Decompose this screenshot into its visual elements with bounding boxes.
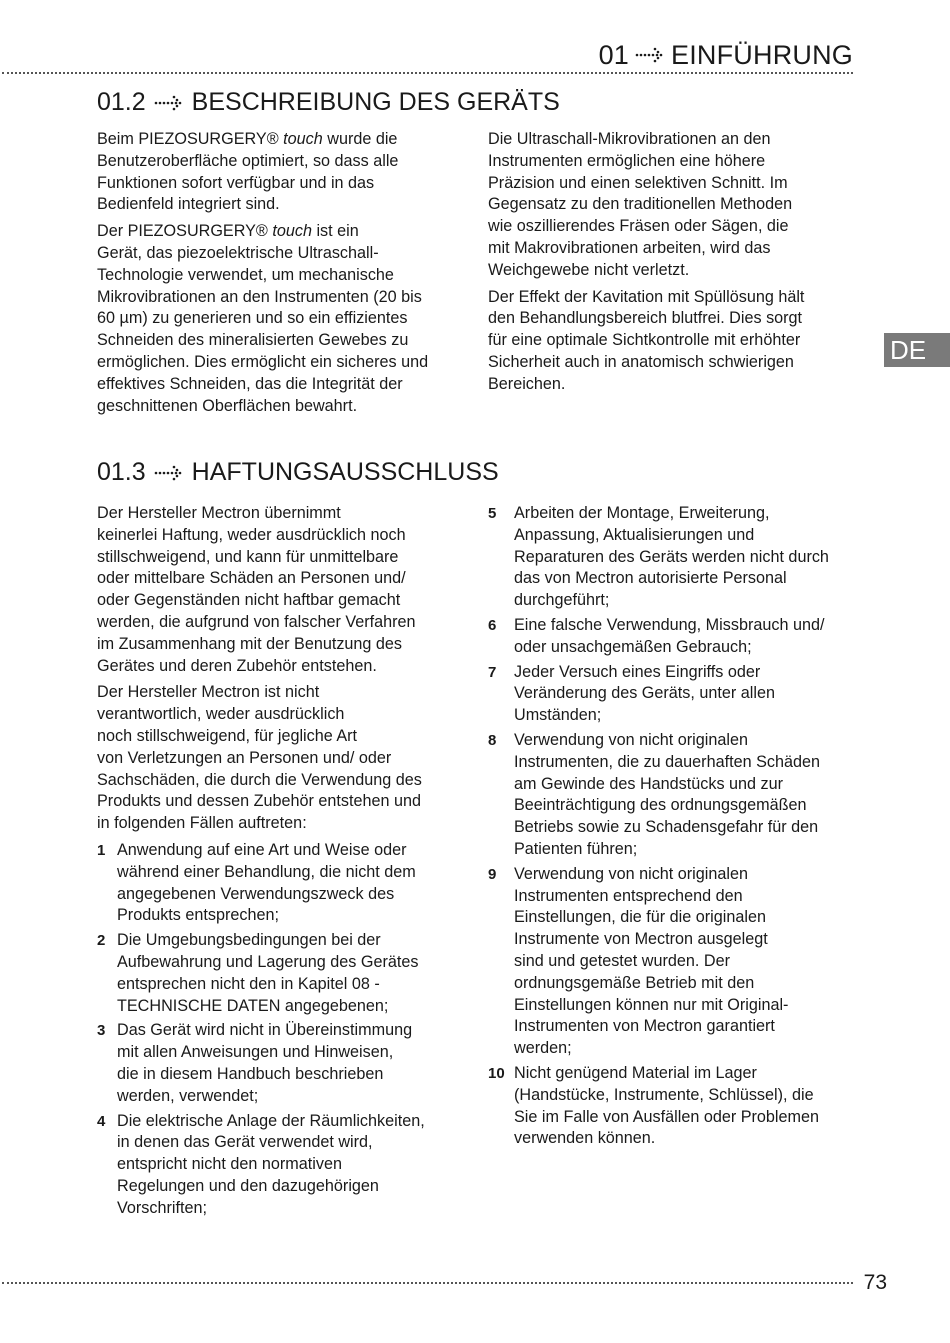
paragraph: Die Ultraschall-Mikrovibrationen an den Instrumenten ermöglichen eine höhere Präzision und einen selektiven Schnitt. Im Gegensatz zu den traditionellen Methoden wie oszillierendes Fräsen oder Sägen, die mit Makrovibrationen arbeiten, wird das Weichgewebe nicht verletzt.: [488, 130, 793, 279]
list-item: [488, 1063, 868, 1150]
chapter-title: EINFÜHRUNG: [671, 39, 853, 70]
paragraph: [97, 129, 472, 216]
list-item: [97, 840, 472, 927]
footer-dotted-rule: [2, 1282, 853, 1284]
item-number: 7: [488, 663, 497, 681]
list-item: [97, 1111, 472, 1220]
paragraph: Der Hersteller Mectron übernimmt keinerlei Haftung, weder ausdrücklich noch stillschweigend, und kann für unmittelbare oder mittelbare Schäden an Personen und/ oder Gegenständen nicht haftbar gemacht werden, die aufgrund von falscher Verfahren im Zusammenhang mit der Benutzung des Gerätes und deren Zubehör entstehen.: [97, 504, 416, 675]
item-text: Die Umgebungsbedingungen bei der Aufbewahrung und Lagerung des Gerätes entsprechen nicht den in Kapitel 08 - TECHNISCHE DATEN angegebenen;: [117, 931, 419, 1015]
section-01-3-right-column: [488, 503, 868, 1153]
list-item: [488, 615, 868, 659]
product-name-italic: touch: [272, 222, 312, 241]
item-number: 9: [488, 865, 497, 883]
language-tab: DE: [884, 333, 950, 367]
page-number: 73: [863, 1271, 887, 1294]
liability-list-right: [488, 503, 868, 1150]
list-item: [488, 864, 868, 1060]
text-run: ist ein Gerät, das piezoelektrische Ultraschall- Technologie verwendet, um mechanische Mikrovibrationen an den Instrumenten (20 bis 60 µm) zu generieren und so ein effizientes Schneiden des mineralisierten Gewebes zu ermöglichen. Dies ermöglicht ein sicheres und effektives Schneiden, das die Integrität der geschnittenen Oberflächen bewahrt.: [97, 222, 429, 415]
section-01-2-left-column: [97, 129, 472, 422]
dotted-arrow-icon: [635, 45, 665, 65]
section-01-3-left-column: [97, 503, 472, 1223]
item-text: Jeder Versuch eines Eingriffs oder Veränderung des Geräts, unter allen Umständen;: [514, 662, 775, 725]
item-number: 5: [488, 505, 497, 522]
header-dotted-rule: [2, 72, 853, 74]
paragraph: Der Hersteller Mectron ist nicht verantwortlich, weder ausdrücklich noch stillschweigend, für jegliche Art von Verletzungen an Personen und/ oder Sachschäden, die durch die Verwendung des Produkts und dessen Zubehör entstehen und in folgenden Fällen auftreten:: [97, 683, 422, 833]
item-number: 8: [488, 731, 497, 749]
item-text: Die elektrische Anlage der Räumlichkeiten, in denen das Gerät verwendet wird, entspricht nicht den normativen Regelungen und den dazugehörigen Vorschriften;: [117, 1111, 425, 1217]
section-01-2-right-column: [488, 129, 863, 401]
list-item: [97, 930, 472, 1017]
dotted-arrow-icon: [154, 93, 184, 113]
item-number: 6: [488, 616, 497, 634]
section-number: 01.3: [97, 458, 146, 486]
item-number: 2: [97, 932, 106, 950]
section-number: 01.2: [97, 88, 146, 116]
item-text: Verwendung von nicht originalen Instrumenten, die zu dauerhaften Schäden am Gewinde des Handstücks und zur Beeinträchtigung des ordnungsgemäßen Betriebs sowie zu Schadensgefahr für den Patienten führen;: [514, 730, 820, 858]
chapter-number: 01: [598, 39, 629, 70]
chapter-header: [599, 38, 853, 72]
item-text: Nicht genügend Material im Lager (Handstücke, Instrumente, Schlüssel), die Sie im Falle von Ausfällen oder Problemen verwenden können.: [514, 1063, 820, 1148]
list-item: [97, 1020, 472, 1107]
item-text: Verwendung von nicht originalen Instrumenten entsprechend den Einstellungen, die für die originalen Instrumente von Mectron ausgelegt sind und getestet wurden. Der ordnungsgemäße Betrieb mit den Einstellungen können nur mit Original- Instrumenten von Mectron garantiert werden;: [514, 864, 789, 1058]
item-text: Eine falsche Verwendung, Missbrauch und/ oder unsachgemäßen Gebrauch;: [514, 615, 825, 656]
product-name-italic: touch: [283, 130, 323, 148]
item-text: Das Gerät wird nicht in Übereinstimmung mit allen Anweisungen und Hinweisen, die in diesem Handbuch beschrieben werden, verwendet;: [117, 1021, 413, 1105]
text-run: Der PIEZOSURGERY®: [97, 222, 273, 241]
section-heading: HAFTUNGSAUSSCHLUSS: [191, 458, 499, 486]
liability-list-left: [97, 840, 472, 1220]
list-item: [488, 730, 868, 861]
list-item: [488, 662, 868, 727]
text-run: Beim PIEZOSURGERY®: [97, 130, 284, 148]
item-text: Arbeiten der Montage, Erweiterung, Anpassung, Aktualisierungen und Reparaturen des Geräts werden nicht durch das von Mectron autorisierte Personal durchgeführt;: [514, 504, 829, 610]
item-number: 1: [97, 841, 106, 859]
section-title-01-2: [97, 88, 560, 117]
paragraph: Der Effekt der Kavitation mit Spüllösung hält den Behandlungsbereich blutfrei. Dies sorgt für eine optimale Sichtkontrolle mit erhöhter Sicherheit auch in anatomisch schwierigen Bereichen.: [488, 287, 805, 393]
item-text: Anwendung auf eine Art und Weise oder während einer Behandlung, die nicht dem angegebenen Verwendungszweck des Produkts entsprechen;: [117, 840, 416, 925]
text-run: wurde die Benutzeroberfläche optimiert, so dass alle Funktionen sofort verfügbar und in das Bedienfeld integriert sind.: [97, 130, 399, 214]
item-number: 3: [97, 1022, 106, 1040]
paragraph: [97, 221, 472, 417]
section-heading: BESCHREIBUNG DES GERÄTS: [191, 88, 560, 116]
item-number: 10: [488, 1064, 505, 1082]
item-number: 4: [97, 1112, 106, 1130]
list-item: [488, 503, 868, 612]
section-title-01-3: [97, 458, 499, 487]
dotted-arrow-icon: [154, 463, 184, 483]
